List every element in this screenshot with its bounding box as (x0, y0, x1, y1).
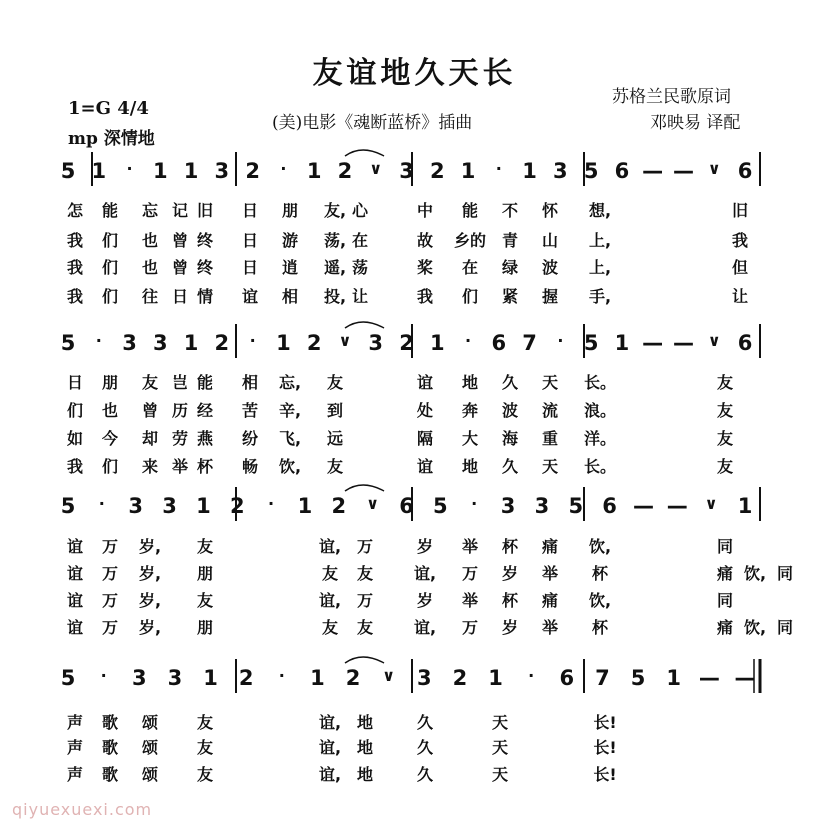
note-1-22: 6 (737, 331, 753, 355)
lyric-2-3-1: 万 (101, 618, 119, 637)
lyric-1-0-12: 长。 (583, 373, 617, 392)
lyric-2-1-3: 朋 (196, 564, 214, 583)
lyric-2-2-10: 饮, (588, 591, 612, 610)
note-2-9: ∨ (366, 494, 380, 513)
lyric-1-0-9: 地 (461, 373, 479, 392)
lyric-1-0-6: 忘, (278, 373, 302, 392)
note-1-9: ∨ (338, 331, 352, 350)
lyric-3-1-0: 声 (66, 738, 84, 757)
lyric-3-1-4: 谊, (318, 738, 342, 757)
note-2-12: · (471, 494, 478, 513)
lyric-2-1-6: 谊, (413, 564, 437, 583)
note-2-20: 1 (737, 494, 753, 518)
lyric-2-2-2: 岁, (138, 591, 162, 610)
note-0-3: 1 (153, 159, 168, 183)
lyric-3-1-1: 歌 (101, 738, 119, 757)
note-3-13: · (528, 666, 535, 685)
note-0-4: 1 (183, 159, 199, 183)
lyric-0-1-13: 上, (588, 231, 612, 250)
lyric-0-3-8: 让 (351, 287, 369, 306)
lyric-3-2-5: 地 (356, 765, 374, 784)
lyric-0-1-6: 游 (281, 231, 299, 250)
lyric-1-2-4: 燕 (196, 429, 214, 448)
lyric-0-1-2: 也 (141, 231, 159, 250)
lyric-0-1-12: 山 (541, 231, 559, 250)
lyric-0-0-8: 心 (351, 201, 369, 220)
note-2-1: · (98, 494, 105, 513)
lyric-3-0-4: 谊, (318, 713, 342, 732)
lyric-1-0-10: 久 (501, 373, 519, 392)
lyric-3-0-1: 歌 (101, 713, 119, 732)
note-3-14: 6 (559, 666, 575, 690)
lyric-2-3-12: 饮, (743, 618, 767, 637)
lyric-0-1-3: 曾 (171, 231, 189, 250)
lyric-2-0-8: 杯 (501, 537, 519, 556)
lyric-0-2-3: 曾 (171, 258, 189, 277)
note-1-6: · (249, 331, 256, 350)
note-0-11: 3 (399, 159, 414, 183)
note-0-14: · (495, 159, 502, 178)
lyric-2-3-13: 同 (776, 618, 794, 637)
lyric-1-2-12: 洋。 (583, 429, 617, 448)
note-0-19: — (642, 159, 664, 183)
lyric-1-3-10: 久 (501, 457, 519, 476)
lyric-1-1-2: 曾 (141, 401, 159, 420)
lyric-2-1-2: 岁, (138, 564, 162, 583)
lyric-1-3-7: 友 (326, 457, 344, 476)
lyric-0-3-1: 们 (101, 287, 119, 306)
note-1-3: 3 (153, 331, 168, 355)
note-3-3: 3 (167, 666, 183, 690)
lyric-3-2-2: 颂 (141, 765, 159, 784)
lyric-0-3-2: 往 (141, 287, 159, 306)
lyric-1-0-0: 日 (66, 373, 84, 392)
note-1-7: 1 (276, 331, 291, 355)
note-1-0: 5 (60, 331, 76, 355)
lyric-2-3-2: 岁, (138, 618, 162, 637)
lyric-1-2-10: 海 (501, 429, 519, 448)
lyric-0-1-4: 终 (196, 231, 214, 250)
lyric-1-3-11: 天 (541, 457, 559, 476)
lyric-0-1-14: 我 (731, 231, 749, 250)
lyric-2-1-11: 痛 (716, 564, 734, 583)
lyric-0-1-0: 我 (66, 231, 84, 250)
note-1-21: ∨ (707, 331, 721, 350)
lyric-3-0-0: 声 (66, 713, 84, 732)
lyric-2-3-7: 万 (461, 618, 479, 637)
lyric-0-2-6: 逍 (281, 258, 299, 277)
note-1-15: 7 (522, 331, 537, 355)
site-watermark: qiyuexuexi.com (12, 800, 153, 819)
note-0-21: ∨ (707, 159, 721, 178)
note-1-11: 2 (399, 331, 414, 355)
lyric-0-3-14: 让 (731, 287, 749, 306)
lyric-0-1-1: 们 (101, 231, 119, 250)
note-0-17: 5 (583, 159, 599, 183)
note-1-13: · (465, 331, 472, 350)
note-3-18: — (698, 666, 720, 690)
lyric-2-2-3: 友 (196, 591, 214, 610)
lyric-2-3-6: 谊, (413, 618, 437, 637)
lyric-1-3-0: 我 (66, 457, 84, 476)
lyric-0-0-13: 想, (588, 201, 612, 220)
lyric-1-0-13: 友 (716, 373, 734, 392)
note-0-20: — (672, 159, 694, 183)
lyric-2-1-12: 饮, (743, 564, 767, 583)
lyric-1-3-2: 来 (141, 457, 159, 476)
lyric-2-1-1: 万 (101, 564, 119, 583)
lyric-3-0-5: 地 (356, 713, 374, 732)
note-0-0: 5 (60, 159, 76, 183)
lyric-1-3-6: 饮, (278, 457, 302, 476)
tempo-marking: mp 深情地 (68, 129, 155, 149)
lyric-2-3-10: 杯 (591, 618, 609, 637)
lyric-3-2-3: 友 (196, 765, 214, 784)
lyric-0-1-5: 日 (241, 231, 259, 250)
lyric-3-1-2: 颂 (141, 738, 159, 757)
lyric-1-2-2: 却 (141, 429, 159, 448)
lyric-2-0-2: 岁, (138, 537, 162, 556)
lyric-0-2-13: 上, (588, 258, 612, 277)
lyric-1-2-9: 大 (461, 429, 479, 448)
note-1-18: 1 (614, 331, 630, 355)
key-meter: 1=G 4/4 (68, 98, 149, 119)
note-0-7: · (280, 159, 287, 178)
lyric-3-2-6: 久 (416, 765, 434, 784)
lyric-1-1-11: 流 (541, 401, 559, 420)
note-1-1: · (95, 331, 102, 350)
lyric-0-0-9: 中 (416, 201, 434, 220)
lyric-2-2-0: 谊 (66, 591, 84, 610)
lyric-0-2-8: 荡 (351, 258, 369, 277)
lyric-1-1-1: 也 (101, 401, 119, 420)
lyric-0-1-10: 乡的 (453, 231, 487, 250)
lyric-1-2-11: 重 (541, 429, 559, 448)
note-2-11: 5 (433, 494, 448, 518)
slur-arc (345, 657, 384, 663)
lyric-1-3-9: 地 (461, 457, 479, 476)
lyric-2-0-3: 友 (196, 537, 214, 556)
lyric-2-0-6: 岁 (416, 537, 434, 556)
note-0-16: 3 (553, 159, 568, 183)
lyric-1-0-5: 相 (241, 373, 259, 392)
lyric-1-2-7: 远 (326, 429, 344, 448)
note-3-12: 1 (488, 666, 503, 690)
lyric-3-1-6: 久 (416, 738, 434, 757)
lyric-2-2-7: 举 (461, 591, 479, 610)
lyric-1-0-7: 友 (326, 373, 344, 392)
note-2-6: · (268, 494, 275, 513)
note-1-17: 5 (583, 331, 599, 355)
note-2-14: 3 (534, 494, 550, 518)
lyric-2-3-9: 举 (541, 618, 559, 637)
lyric-3-1-3: 友 (196, 738, 214, 757)
note-3-19: — (734, 666, 756, 690)
lyric-1-1-13: 友 (716, 401, 734, 420)
lyric-1-3-13: 友 (716, 457, 734, 476)
note-0-8: 1 (306, 159, 322, 183)
note-3-9: ∨ (382, 666, 396, 685)
lyric-0-3-11: 紧 (501, 287, 519, 306)
lyric-3-2-4: 谊, (318, 765, 342, 784)
lyric-1-3-1: 们 (101, 457, 119, 476)
lyric-2-3-8: 岁 (501, 618, 519, 637)
lyric-1-3-5: 畅 (241, 457, 259, 476)
lyric-3-0-6: 久 (416, 713, 434, 732)
note-0-18: 6 (614, 159, 630, 183)
lyric-1-1-7: 到 (326, 401, 344, 420)
lyric-0-3-13: 手, (588, 287, 612, 306)
lyric-1-2-1: 今 (101, 429, 119, 448)
note-3-0: 5 (60, 666, 76, 690)
lyric-0-0-5: 日 (241, 201, 259, 220)
lyric-2-0-7: 举 (461, 537, 479, 556)
note-1-10: 3 (368, 331, 384, 355)
lyric-0-2-14: 但 (731, 258, 749, 277)
lyric-2-3-4: 友 (321, 618, 339, 637)
note-2-5: 2 (229, 494, 245, 518)
lyric-1-3-3: 举 (171, 457, 189, 476)
lyric-0-3-12: 握 (541, 287, 559, 306)
lyric-3-0-3: 友 (196, 713, 214, 732)
note-2-2: 3 (128, 494, 144, 518)
lyric-3-2-8: 长! (593, 765, 617, 784)
note-0-13: 1 (460, 159, 476, 183)
lyric-0-1-11: 青 (501, 231, 519, 250)
note-0-12: 2 (429, 159, 445, 183)
lyric-1-2-8: 隔 (416, 429, 434, 448)
lyric-2-0-4: 谊, (318, 537, 342, 556)
note-0-5: 3 (214, 159, 230, 183)
lyric-0-0-4: 旧 (196, 201, 214, 220)
lyric-2-2-1: 万 (101, 591, 119, 610)
lyric-2-1-4: 友 (321, 564, 339, 583)
lyric-2-1-8: 岁 (501, 564, 519, 583)
lyric-0-3-7: 投, (323, 287, 347, 306)
lyric-0-0-3: 记 (171, 201, 189, 220)
lyric-0-3-5: 谊 (241, 287, 259, 306)
note-2-7: 1 (297, 494, 313, 518)
lyric-1-1-12: 浪。 (583, 401, 617, 420)
translator-credit: 邓映易 译配 (650, 113, 741, 133)
note-1-5: 2 (214, 331, 230, 355)
note-2-8: 2 (331, 494, 347, 518)
lyric-2-3-5: 友 (356, 618, 374, 637)
lyric-1-3-8: 谊 (416, 457, 434, 476)
note-0-22: 6 (737, 159, 753, 183)
lyric-2-1-9: 举 (541, 564, 559, 583)
note-0-2: · (126, 159, 133, 178)
lyric-1-3-4: 杯 (196, 457, 214, 476)
note-1-20: — (672, 331, 694, 355)
note-0-9: 2 (337, 159, 353, 183)
note-2-10: 6 (399, 494, 414, 518)
lyric-0-0-12: 怀 (541, 201, 559, 220)
lyric-0-2-5: 日 (241, 258, 259, 277)
slur-arc (345, 485, 384, 491)
note-3-8: 2 (345, 666, 361, 690)
lyric-2-1-5: 友 (356, 564, 374, 583)
lyric-1-1-5: 苦 (241, 401, 259, 420)
lyric-3-2-7: 天 (491, 765, 509, 784)
lyric-0-2-7: 遥, (323, 258, 347, 277)
note-2-18: — (666, 494, 688, 518)
lyric-2-2-9: 痛 (541, 591, 559, 610)
lyric-2-3-0: 谊 (66, 618, 84, 637)
lyric-2-0-5: 万 (356, 537, 374, 556)
lyric-1-1-9: 奔 (461, 401, 479, 420)
note-1-19: — (642, 331, 664, 355)
lyric-2-0-1: 万 (101, 537, 119, 556)
lyric-1-2-5: 纷 (241, 429, 259, 448)
lyric-0-0-2: 忘 (141, 201, 159, 220)
lyric-0-3-3: 日 (171, 287, 189, 306)
note-1-14: 6 (491, 331, 507, 355)
lyric-0-2-4: 终 (196, 258, 214, 277)
lyric-3-1-7: 天 (491, 738, 509, 757)
lyric-3-1-5: 地 (356, 738, 374, 757)
lyric-1-0-1: 朋 (101, 373, 119, 392)
note-2-13: 3 (500, 494, 516, 518)
lyric-0-1-9: 故 (416, 231, 434, 250)
lyric-1-2-6: 飞, (278, 429, 302, 448)
lyric-2-0-11: 同 (716, 537, 734, 556)
lyric-1-2-13: 友 (716, 429, 734, 448)
note-1-8: 2 (306, 331, 322, 355)
lyric-2-0-0: 谊 (66, 537, 84, 556)
lyric-0-0-7: 友, (323, 201, 347, 220)
note-3-2: 3 (131, 666, 147, 690)
lyric-0-0-10: 能 (461, 201, 479, 220)
note-1-12: 1 (429, 331, 445, 355)
lyric-0-3-10: 们 (461, 287, 479, 306)
lyric-0-1-8: 在 (351, 231, 369, 250)
note-3-6: · (278, 666, 285, 685)
lyric-0-2-12: 波 (541, 258, 559, 277)
note-3-5: 2 (238, 666, 254, 690)
note-3-7: 1 (310, 666, 325, 690)
lyric-0-2-9: 桨 (416, 258, 434, 277)
note-1-16: · (557, 331, 564, 350)
lyric-1-0-11: 天 (541, 373, 559, 392)
lyric-2-3-11: 痛 (716, 618, 734, 637)
lyric-1-1-6: 辛, (278, 401, 302, 420)
lyric-1-1-8: 处 (416, 401, 434, 420)
lyricist-credit: 苏格兰民歌原词 (612, 87, 731, 107)
lyric-2-1-13: 同 (776, 564, 794, 583)
note-3-1: · (100, 666, 107, 685)
note-2-0: 5 (60, 494, 76, 518)
lyric-3-2-0: 声 (66, 765, 84, 784)
lyric-2-2-8: 杯 (501, 591, 519, 610)
lyric-3-1-8: 长! (593, 738, 617, 757)
lyric-1-3-12: 长。 (583, 457, 617, 476)
note-2-16: 6 (602, 494, 617, 518)
lyric-0-2-0: 我 (66, 258, 84, 277)
note-3-17: 1 (666, 666, 682, 690)
lyric-0-2-2: 也 (141, 258, 159, 277)
note-0-15: 1 (522, 159, 537, 183)
lyric-1-0-4: 能 (196, 373, 214, 392)
note-3-16: 5 (630, 666, 646, 690)
song-subtitle: (美)电影《魂断蓝桥》插曲 (272, 113, 473, 133)
note-0-6: 2 (245, 159, 260, 183)
lyric-0-1-7: 荡, (323, 231, 347, 250)
lyric-1-1-0: 们 (66, 401, 84, 420)
lyric-0-0-6: 朋 (281, 201, 299, 220)
note-2-15: 5 (568, 494, 584, 518)
lyric-1-1-4: 经 (196, 401, 214, 420)
note-1-2: 3 (122, 331, 137, 355)
lyric-3-0-2: 颂 (141, 713, 159, 732)
note-3-4: 1 (203, 666, 218, 690)
lyric-0-3-4: 情 (196, 287, 214, 306)
slur-arc (345, 322, 384, 328)
lyric-0-0-11: 不 (501, 201, 519, 220)
lyric-1-0-2: 友 (141, 373, 159, 392)
slur-arc (345, 150, 384, 156)
note-3-15: 7 (595, 666, 610, 690)
note-2-4: 1 (196, 494, 211, 518)
song-title: 友谊地久天长 (312, 56, 517, 91)
lyric-0-3-6: 相 (281, 287, 299, 306)
lyric-2-2-6: 岁 (416, 591, 434, 610)
lyric-2-0-9: 痛 (541, 537, 559, 556)
note-3-10: 3 (417, 666, 432, 690)
lyric-2-2-5: 万 (356, 591, 374, 610)
lyric-0-2-11: 绿 (501, 258, 519, 277)
lyric-0-2-10: 在 (461, 258, 479, 277)
note-0-10: ∨ (369, 159, 383, 178)
lyric-2-3-3: 朋 (196, 618, 214, 637)
lyric-2-1-10: 杯 (591, 564, 609, 583)
lyric-0-3-9: 我 (416, 287, 434, 306)
note-1-4: 1 (183, 331, 199, 355)
lyric-3-0-8: 长! (593, 713, 617, 732)
note-2-17: — (632, 494, 654, 518)
note-0-1: 1 (91, 159, 107, 183)
lyric-0-0-0: 怎 (66, 201, 84, 220)
lyric-2-1-7: 万 (461, 564, 479, 583)
lyric-2-2-4: 谊, (318, 591, 342, 610)
lyric-1-1-10: 波 (501, 401, 519, 420)
lyric-1-2-0: 如 (66, 429, 84, 448)
lyric-3-0-7: 天 (491, 713, 509, 732)
lyric-1-1-3: 历 (171, 401, 189, 420)
lyric-0-2-1: 们 (101, 258, 119, 277)
note-2-19: ∨ (704, 494, 718, 513)
lyric-2-2-11: 同 (716, 591, 734, 610)
note-3-11: 2 (452, 666, 468, 690)
lyric-0-3-0: 我 (66, 287, 84, 306)
lyric-1-0-3: 岂 (171, 373, 189, 392)
lyric-3-2-1: 歌 (101, 765, 119, 784)
note-2-3: 3 (162, 494, 177, 518)
lyric-1-0-8: 谊 (416, 373, 434, 392)
lyric-0-0-1: 能 (101, 201, 119, 220)
lyric-2-0-10: 饮, (588, 537, 612, 556)
lyric-1-2-3: 劳 (171, 429, 189, 448)
lyric-0-0-14: 旧 (731, 201, 749, 220)
lyric-2-1-0: 谊 (66, 564, 84, 583)
